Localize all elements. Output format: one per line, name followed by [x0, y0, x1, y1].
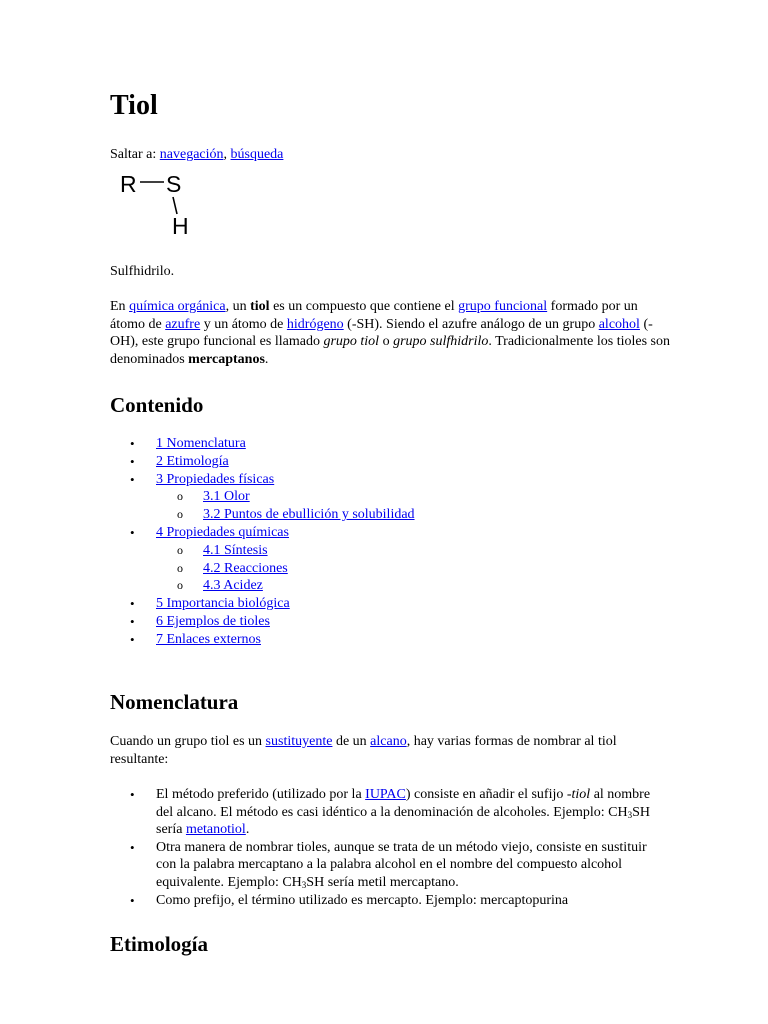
toc-item — [110, 595, 415, 613]
tiol-term: tiol — [250, 299, 270, 314]
toc-link-propiedades-fisicas[interactable]: 3 Propiedades físicas — [156, 471, 275, 487]
mercaptans-term: mercaptanos — [188, 351, 265, 367]
toc-item — [110, 613, 415, 631]
toc-link-reacciones[interactable]: 4.2 Reacciones — [203, 560, 288, 576]
toc-link-acidez[interactable]: 4.3 Acidez — [203, 578, 263, 594]
methanethiol-link[interactable]: metanotiol — [185, 822, 246, 838]
toc-link-olor[interactable]: 3.1 Olor — [203, 489, 250, 505]
r-atom-label: R — [120, 171, 137, 197]
sulfhydryl-group-term: grupo sulfhidrilo — [393, 334, 489, 350]
section-heading-nomenclatura: Nomenclatura — [110, 690, 239, 714]
thiol-group-term: grupo tiol — [323, 334, 380, 350]
toc-heading: Contenido — [110, 393, 204, 417]
list-item — [110, 892, 670, 910]
thiol-structure-diagram — [118, 168, 208, 240]
s-atom-label: S — [166, 171, 182, 197]
sulfur-link[interactable]: azufre — [165, 316, 201, 332]
s-h-bond — [173, 197, 177, 214]
toc-link-puntos-ebullicion[interactable]: 3.2 Puntos de ebullición y solubilidad — [203, 507, 415, 523]
nomen-text: Cuando un grupo tiol es un — [110, 734, 266, 749]
intro-text: (-OH), este grupo funcional es llamado — [110, 316, 653, 350]
organic-chemistry-link[interactable]: química orgánica — [129, 299, 226, 314]
intro-text: (-SH). Siendo el azufre análogo de un grupo — [343, 316, 599, 332]
intro-text: formado por un átomo de — [110, 299, 638, 332]
intro-text: . — [264, 351, 269, 367]
method-text: ) consiste en añadir el sufijo — [405, 787, 567, 802]
substituent-link[interactable]: sustituyente — [265, 734, 333, 749]
nomen-text: de un — [332, 734, 371, 749]
page-title: Tiol — [110, 90, 158, 121]
intro-text: En — [110, 299, 130, 314]
toc-subitem — [110, 577, 415, 595]
list-item — [110, 839, 670, 892]
toc-subitem — [110, 560, 415, 578]
intro-text: . Tradicionalmente los tioles son denominados — [110, 334, 670, 367]
toc-subitem — [110, 488, 415, 506]
subscript: 3 — [301, 879, 307, 890]
iupac-link[interactable]: IUPAC — [365, 787, 406, 802]
toc-item — [110, 435, 415, 453]
naming-methods-list — [110, 786, 670, 909]
functional-group-link[interactable]: grupo funcional — [458, 299, 548, 314]
intro-text: o — [379, 334, 394, 350]
alcohol-link[interactable]: alcohol — [598, 316, 640, 332]
toc-link-enlaces-externos[interactable]: 7 Enlaces externos — [156, 631, 261, 647]
jump-links — [110, 146, 283, 163]
method-text: SH sería metil mercaptano. — [306, 874, 459, 890]
toc-subitem — [110, 542, 415, 560]
method-text: al nombre del alcano. El método es casi idéntico a la denominación de alcoholes. Ejemplo: CH — [156, 787, 651, 820]
toc-link-ejemplos[interactable]: 6 Ejemplos de tioles — [156, 613, 270, 629]
search-link[interactable]: búsqueda — [230, 147, 284, 162]
intro-text: es un compuesto que contiene el — [269, 299, 459, 314]
toc-subitem — [110, 506, 415, 524]
method-text: Como prefijo, el término utilizado es mercapto. Ejemplo: mercaptopurina — [156, 892, 569, 908]
toc-link-propiedades-quimicas[interactable]: 4 Propiedades químicas — [156, 524, 289, 540]
section-heading-etimologia: Etimología — [110, 932, 208, 956]
jump-prefix: Saltar a: — [110, 147, 160, 162]
method-text: El método preferido (utilizado por la — [156, 787, 366, 802]
image-caption: Sulfhidrilo. — [110, 264, 175, 279]
subscript: 3 — [627, 809, 633, 820]
toc-link-importancia-biologica[interactable]: 5 Importancia biológica — [156, 596, 290, 612]
intro-text: y un átomo de — [200, 316, 287, 332]
nomenclatura-paragraph — [110, 733, 670, 768]
suffix-term: -tiol — [566, 787, 591, 802]
jump-separator: , — [223, 147, 231, 162]
method-text: . — [245, 822, 250, 838]
toc-link-sintesis[interactable]: 4.1 Síntesis — [203, 542, 268, 558]
intro-paragraph — [110, 298, 670, 368]
toc-item — [110, 471, 415, 489]
toc-item — [110, 524, 415, 542]
method-text: SH sería — [156, 804, 650, 838]
h-atom-label: H — [172, 213, 189, 239]
table-of-contents — [110, 435, 415, 649]
intro-text: , un — [225, 299, 251, 314]
method-text: Otra manera de nombrar tioles, aunque se trata de un método viejo, consiste en sustituir con la palabra mercaptano a la palabra alcohol en el nombre del compuesto alcohol equivalente. Ejemplo: CH — [156, 839, 647, 890]
hydrogen-link[interactable]: hidrógeno — [286, 316, 344, 332]
toc-link-nomenclatura[interactable]: 1 Nomenclatura — [156, 436, 246, 451]
toc-item — [110, 453, 415, 471]
nomen-text: , hay varias formas de nombrar al tiol resultante: — [110, 734, 617, 767]
toc-item — [110, 631, 415, 649]
toc-link-etimologia[interactable]: 2 Etimología — [156, 453, 229, 469]
alkane-link[interactable]: alcano — [370, 734, 407, 749]
navigation-link[interactable]: navegación — [159, 147, 224, 162]
list-item — [110, 786, 670, 839]
